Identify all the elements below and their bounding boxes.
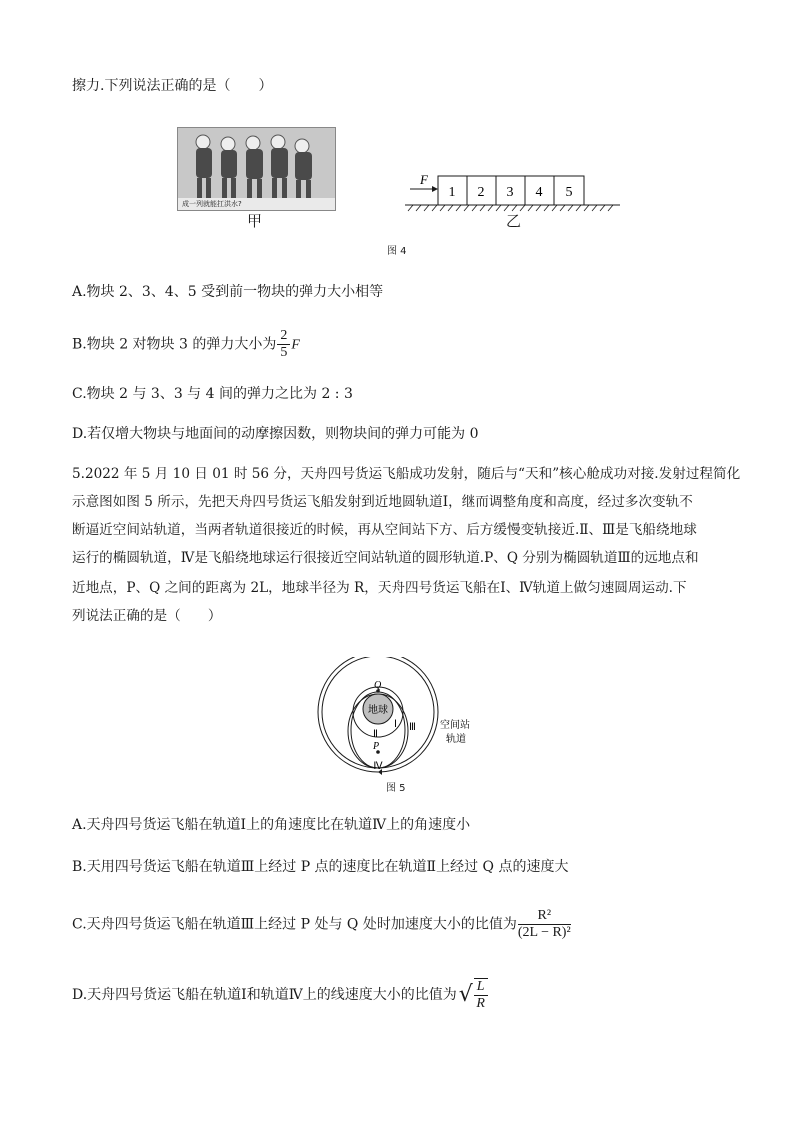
fraction: [518, 908, 571, 941]
orbit-2-label: Ⅱ: [373, 729, 378, 740]
fraction: [277, 328, 290, 361]
station-orbit-label-1: 空间站: [440, 720, 470, 731]
station-orbit-label-2: 轨道: [446, 734, 466, 745]
q5-option-d-text: D.天舟四号货运飞船在轨道Ⅰ和轨道Ⅳ上的线速度大小的比值为: [72, 987, 457, 1003]
block-label: 5: [565, 185, 573, 200]
q5-option-a: A.天舟四号货运飞船在轨道Ⅰ上的角速度比在轨道Ⅳ上的角速度小: [72, 817, 471, 833]
rescue-team-photo: [177, 127, 336, 211]
earth-label: 地球: [368, 705, 388, 716]
figure-right-caption: 乙: [506, 212, 522, 230]
fraction-denominator: R: [476, 996, 485, 1011]
orbit-3-label: Ⅲ: [409, 722, 416, 733]
option-b-text: B.物块 2 对物块 3 的弹力大小为: [72, 336, 277, 353]
force-label: F: [420, 172, 428, 187]
q5-line-2: 示意图如图 5 所示，先把天舟四号货运飞船发射到近地圆轨道Ⅰ，继而调整角度和高度，经过多次变轨不: [72, 494, 693, 510]
blocks-diagram: [400, 170, 625, 214]
q5-option-c: [72, 908, 572, 941]
orbit-1-label: Ⅰ: [394, 719, 397, 730]
sqrt-sign: √: [458, 982, 473, 1007]
q5-option-d: [72, 978, 489, 1012]
block-label: 1: [448, 185, 456, 200]
option-b: [72, 328, 300, 361]
q5-option-c-text: C.天舟四号货运飞船在轨道Ⅲ上经过 P 处与 Q 处时加速度大小的比值为: [72, 916, 517, 933]
figure-5-caption: 图 5: [386, 783, 406, 794]
block-label: 2: [477, 185, 485, 200]
figure-left-caption: 甲: [247, 212, 263, 230]
fraction-numerator: L: [474, 979, 488, 996]
q5-line-4: [72, 546, 699, 570]
q5-line-4b: P、Q 分别为椭圆轨道Ⅲ的远地点和: [484, 550, 699, 566]
q5-option-b: B.天用四号货运飞船在轨道Ⅲ上经过 P 点的速度比在轨道Ⅱ上经过 Q 点的速度大: [72, 859, 569, 875]
orbit-diagram: [315, 657, 495, 777]
block-label: 3: [506, 185, 514, 200]
figure-4-caption: 图 4: [387, 246, 407, 257]
fraction-denominator: 5: [280, 345, 288, 360]
block-label: 4: [535, 185, 543, 200]
q5-line-5: 近地点，P、Q 之间的距离为 2L，地球半径为 R，天舟四号货运飞船在Ⅰ、Ⅳ轨道上做匀速圆周运动.下: [72, 580, 687, 596]
fraction: [474, 978, 488, 1012]
point-p-label: P: [373, 741, 380, 752]
force-variable: F: [291, 337, 300, 353]
fraction-numerator: R²: [518, 908, 571, 925]
option-a: A.物块 2、3、4、5 受到前一物块的弹力大小相等: [72, 284, 384, 300]
option-c: C.物块 2 与 3、3 与 4 间的弹力之比为 2 : 3: [72, 386, 353, 402]
orbit-4-label: Ⅳ: [373, 761, 383, 772]
q5-line-4a: 运行的椭圆轨道，Ⅳ是飞船绕地球运行很接近空间站轨道的圆形轨道.: [72, 550, 485, 566]
fraction-denominator: (2L − R)²: [517, 925, 571, 940]
q5-line-3: 断逼近空间站轨道，当两者轨道很接近的时候，再从空间站下方、后方缓慢变轨接近.Ⅱ、Ⅲ是飞船绕地球: [72, 522, 697, 538]
q5-line-6: 列说法正确的是（ ）: [72, 608, 222, 624]
point-q-label: Q: [374, 680, 382, 691]
q5-line-1: 5.2022 年 5 月 10 日 01 时 56 分，天舟四号货运飞船成功发射，随后与“天和”核心舱成功对接.发射过程简化: [72, 466, 741, 482]
question-intro: 擦力.下列说法正确的是（ ）: [72, 78, 273, 94]
fraction-numerator: 2: [277, 328, 290, 345]
option-d: D.若仅增大物块与地面间的动摩擦因数，则物块间的弹力可能为 0: [72, 426, 479, 442]
photo-banner: 成一列就能扛洪水?: [178, 198, 336, 210]
